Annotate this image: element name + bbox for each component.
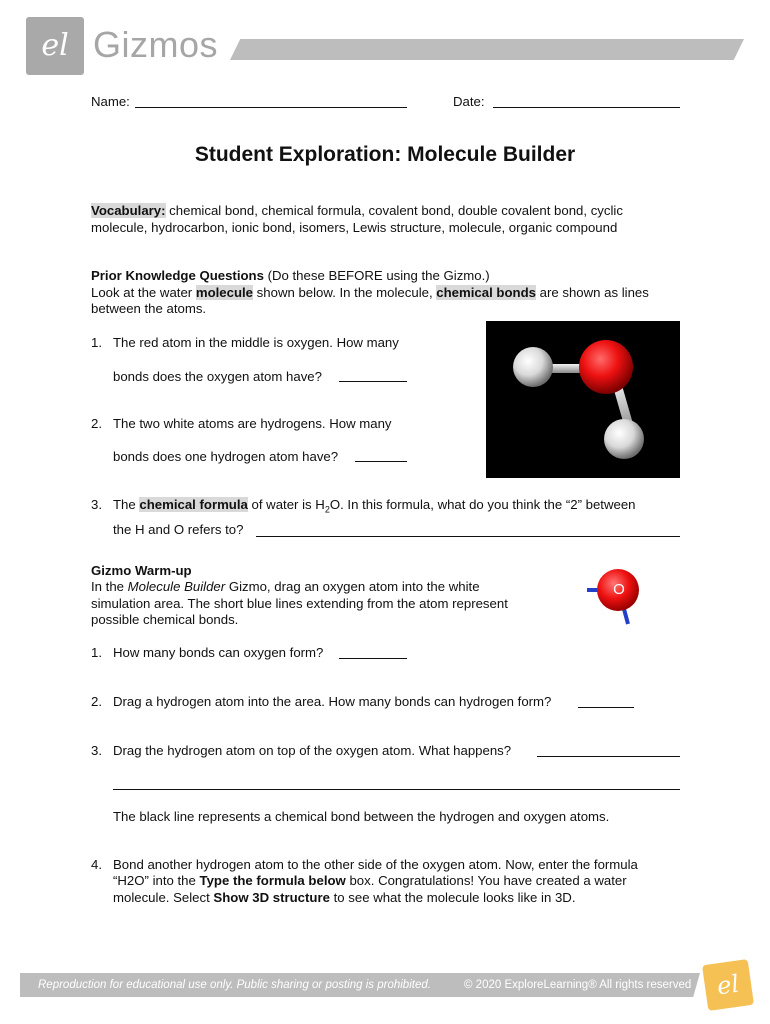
question-number: 3. [91,497,102,512]
question-number: 3. [91,743,102,758]
warmup-heading: Gizmo Warm-up [91,563,192,578]
footer-copyright: © 2020 ExploreLearning® All rights reserved [464,979,692,991]
prior-q3-line-1: The chemical formula of water is $H_2O$. In this formula, what do you think the “2” between [113,497,636,515]
vocabulary-line-1: Vocabulary: chemical bond, chemical formula, covalent bond, double covalent bond, cyclic [91,203,623,218]
warmup-intro-line-1: In the Molecule Builder Gizmo, drag an oxygen atom into the white [91,579,480,594]
answer-blank[interactable] [355,461,407,462]
question-number: 1. [91,335,102,350]
bond-line [624,609,628,624]
warmup-q4-line-3: molecule. Select Show 3D structure to see what the molecule looks like in 3D. [113,890,576,905]
answer-blank[interactable] [113,789,680,790]
answer-blank[interactable] [256,536,680,537]
name-field[interactable] [135,107,407,108]
prior-q1-line-2: bonds does the oxygen atom have? [113,369,322,384]
question-number: 4. [91,857,102,872]
vocabulary-line-2: molecule, hydrocarbon, ionic bond, isomers, Lewis structure, molecule, organic compound [91,220,618,235]
footer-notice: Reproduction for educational use only. Public sharing or posting is prohibited. [38,979,431,991]
prior-q2-line-2: bonds does one hydrogen atom have? [113,449,339,464]
warmup-intro-line-2: simulation area. The short blue lines extending from the atom represent [91,596,508,611]
warmup-q3: Drag the hydrogen atom on top of the oxygen atom. What happens? [113,743,512,758]
date-field[interactable] [493,107,680,108]
footer-logo: el [702,959,754,1011]
prior-knowledge-heading: Prior Knowledge Questions (Do these BEFORE using the Gizmo.) [91,268,490,283]
header-bar [230,39,744,60]
vocabulary-label: Vocabulary: [91,203,166,218]
question-number: 2. [91,416,102,431]
water-molecule-image [486,321,680,478]
warmup-q4-line-1: Bond another hydrogen atom to the other side of the oxygen atom. Now, enter the formula [113,857,638,872]
warmup-q3-note: The black line represents a chemical bond between the hydrogen and oxygen atoms. [113,809,610,824]
prior-intro-line-2: between the atoms. [91,301,207,316]
prior-intro-line-1: Look at the water molecule shown below. In the molecule, chemical bonds are shown as lines [91,285,649,300]
prior-q3-line-2: the H and O refers to? [113,522,244,537]
question-number: 2. [91,694,102,709]
oxygen-atom-image [583,566,645,628]
atom-label: O [613,581,625,598]
answer-blank[interactable] [537,756,680,757]
hydrogen-atom [513,347,553,387]
oxygen-atom [579,340,633,394]
warmup-q2: Drag a hydrogen atom into the area. How many bonds can hydrogen form? [113,694,552,709]
answer-blank[interactable] [578,707,634,708]
prior-q1-line-1: The red atom in the middle is oxygen. How many [113,335,399,350]
date-label: Date: [453,94,485,109]
brand-name: Gizmos [93,24,219,65]
answer-blank[interactable] [339,658,407,659]
page-title: Student Exploration: Molecule Builder [194,143,576,166]
logo-mark: el [41,28,69,63]
warmup-q4-line-2: “H2O” into the Type the formula below box. Congratulations! You have created a water [113,873,627,888]
warmup-q1: How many bonds can oxygen form? [113,645,324,660]
name-label: Name: [91,94,130,109]
warmup-intro-line-3: possible chemical bonds. [91,612,239,627]
answer-blank[interactable] [339,381,407,382]
question-number: 1. [91,645,102,660]
prior-q2-line-1: The two white atoms are hydrogens. How many [113,416,392,431]
hydrogen-atom [604,419,644,459]
